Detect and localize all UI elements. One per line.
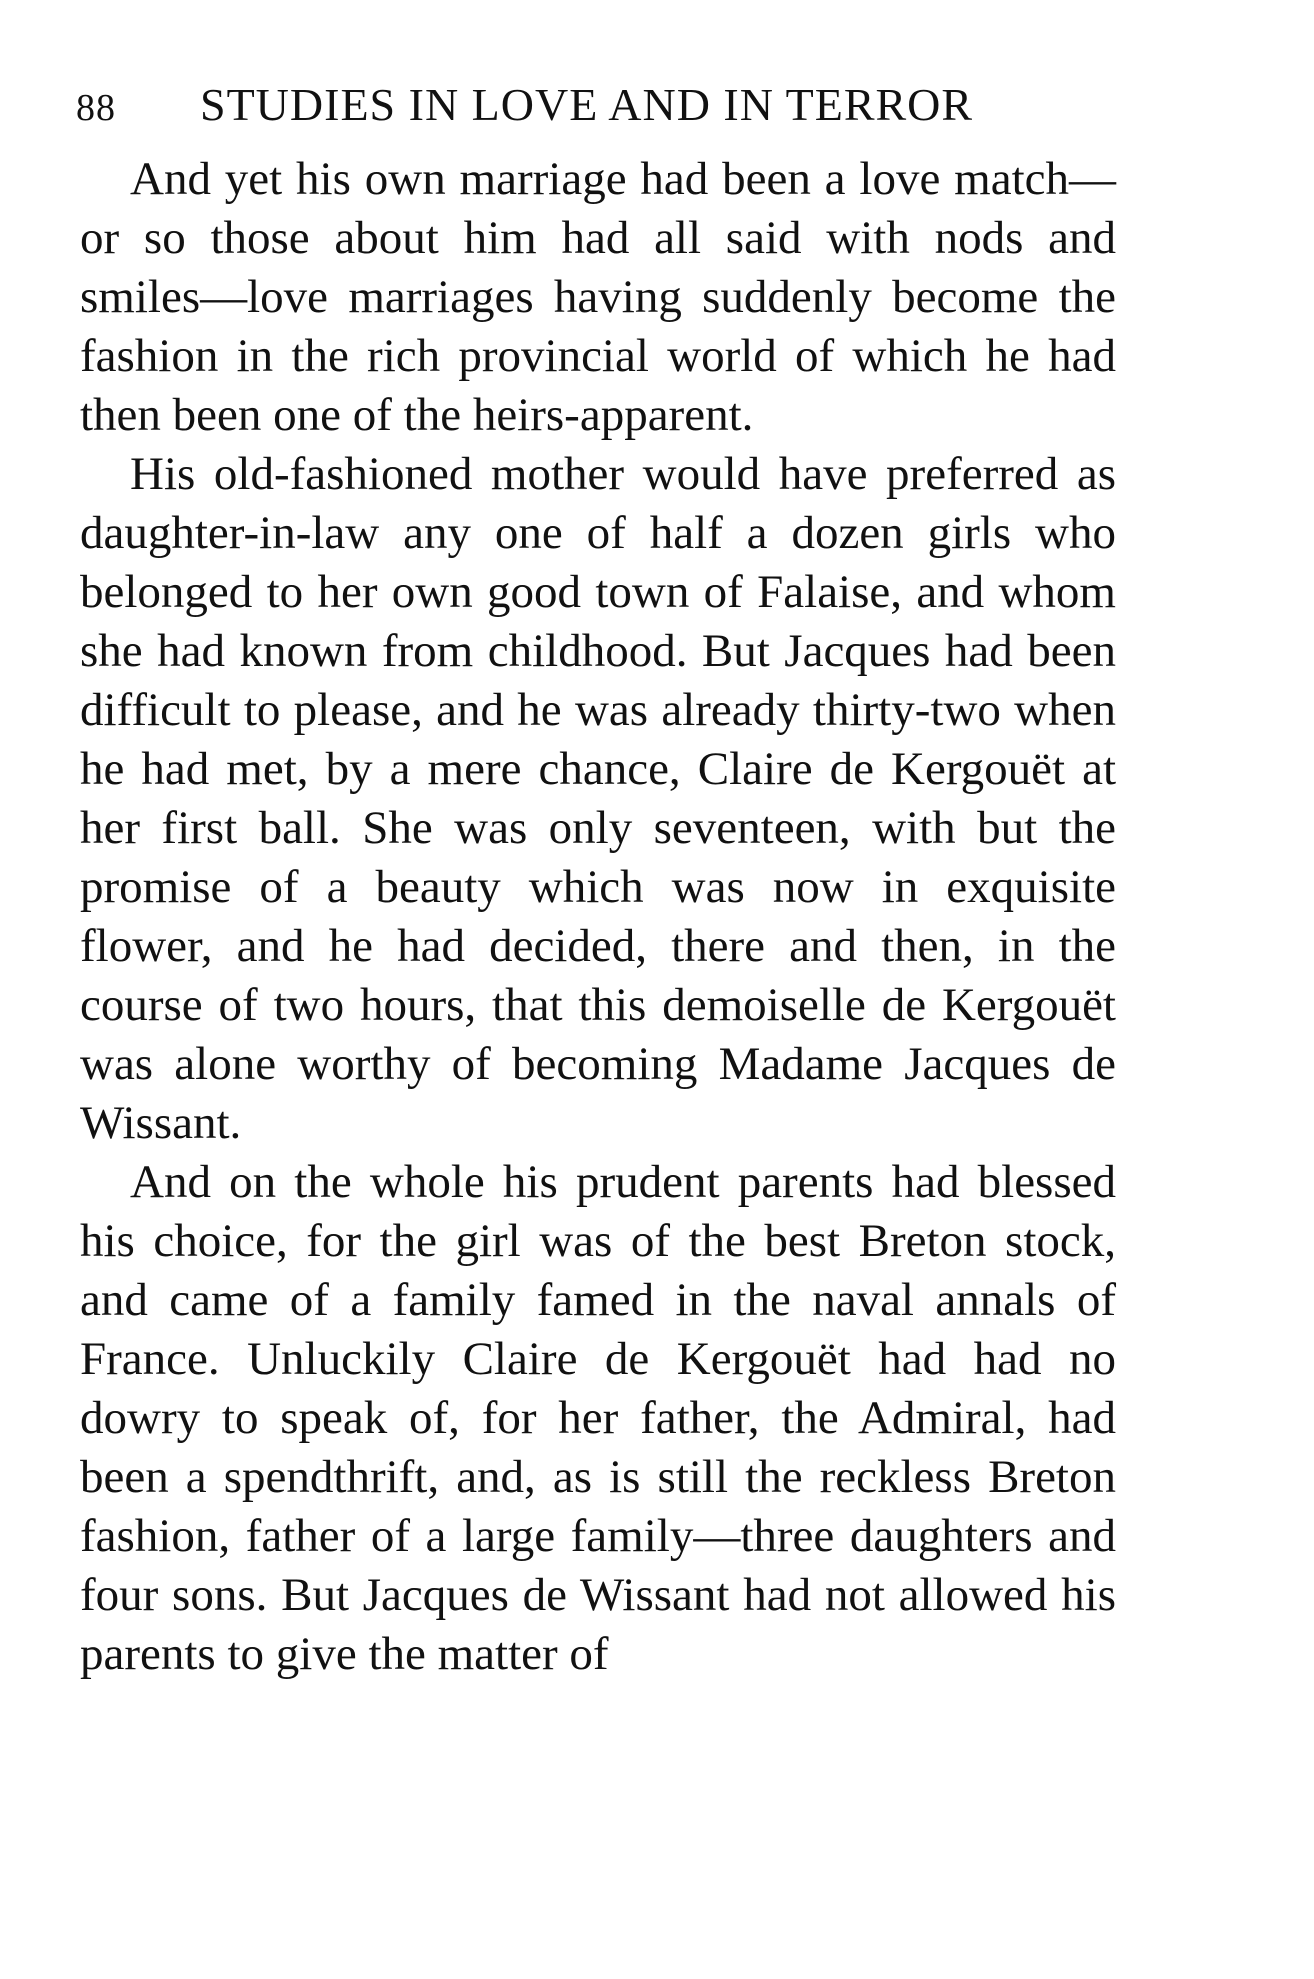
paragraph-1: And yet his own marriage had been a love match—or so those about him had all said with nods and smiles—love marriages having suddenly become the fashion in the rich provincial world of which he had then been one of the heirs-apparent. [80, 153, 1116, 441]
body-text [80, 150, 1116, 1684]
running-head [76, 78, 1116, 138]
running-title: STUDIES IN LOVE AND IN TERROR [200, 79, 974, 130]
paragraph-2: His old-fashioned mother would have preferred as daughter-in-law any one of half a dozen girls who belonged to her own good town of Falaise, and whom she had known from childhood. But Jacques had been difficult to please, and he was already thirty-two when he had met, by a mere chance, Claire de Kergouët at her first ball. She was only seventeen, with but the promise of a beauty which was now in exquisite flower, and he had decided, there and then, in the course of two hours, that this demoiselle de Kergouët was alone worthy of becoming Madame Jacques de Wissant. [80, 448, 1116, 1149]
page-number: 88 [76, 87, 116, 129]
paragraph-3: And on the whole his prudent parents had blessed his choice, for the girl was of the best Breton stock, and came of a family famed in the naval annals of France. Unluckily Claire de Kergouët had had no dowry to speak of, for her father, the Admiral, had been a spendthrift, and, as is still the reckless Breton fashion, father of a large family—three daughters and four sons. But Jacques de Wissant had not allowed his parents to give the matter of [80, 1156, 1116, 1680]
